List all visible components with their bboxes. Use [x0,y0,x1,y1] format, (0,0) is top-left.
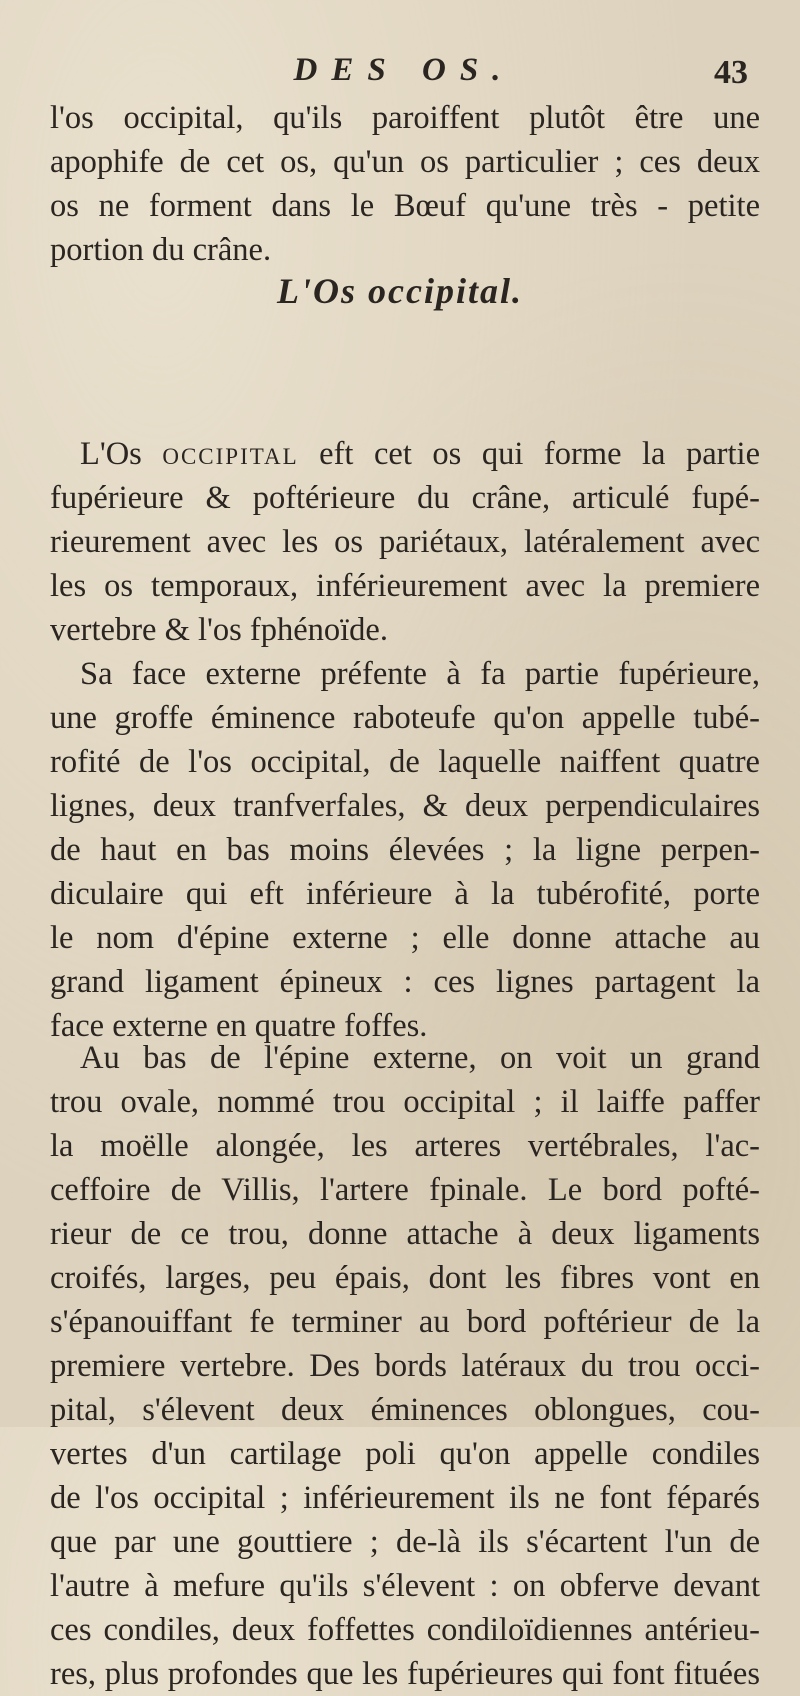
text-line: res, plus profondes que les fupérieures qui font fituées [50,1656,760,1692]
running-title: DES OS. [293,52,515,88]
intro-paragraph [50,96,760,272]
text-line: de l'os occipital ; inférieurement ils ne font féparés [50,1480,760,1516]
text-line: l'os occipital, qu'ils paroiffent plutôt être une [50,100,760,136]
text-line: vertebre & l'os fphénoïde. [50,612,388,648]
text-line: portion du crâne. [50,232,272,268]
paragraph-1 [50,432,760,652]
text-line: croifés, larges, peu épais, dont les fibres vont en [50,1260,760,1296]
text-line: fupérieure & poftérieure du crâne, articulé fupé- [50,480,760,516]
text-line [50,432,760,476]
text-line: rieurement avec les os pariétaux, latéralement avec [50,524,760,560]
text-line: rieur de ce trou, donne attache à deux ligaments [50,1216,760,1252]
text-line: Sa face externe préfente à fa partie fupérieure, [80,656,760,692]
running-head [48,52,760,96]
text-line: vertes d'un cartilage poli qu'on appelle condiles [50,1436,760,1472]
paragraph-lead-caps: occipital [162,436,299,472]
paragraph-lead-rest: eft cet os qui forme la partie [298,436,760,472]
text-line: Au bas de l'épine externe, on voit un grand [80,1040,760,1076]
text-line: s'épanouiffant fe terminer au bord poftérieur de la [50,1304,760,1340]
text-line: lignes, deux tranfverfales, & deux perpendiculaires [50,788,760,824]
text-line: premiere vertebre. Des bords latéraux du trou occi- [50,1348,760,1384]
text-line: que par une gouttiere ; de-là ils s'écartent l'un de [50,1524,760,1560]
text-line: os ne forment dans le Bœuf qu'une très - petite [50,188,760,224]
text-line: rofité de l'os occipital, de laquelle naiffent quatre [50,744,760,780]
text-line: grand ligament épineux : ces lignes partagent la [50,964,760,1000]
text-line: l'autre à mefure qu'ils s'élevent : on obferve devant [50,1568,760,1604]
text-line: ceffoire de Villis, l'artere fpinale. Le bord pofté- [50,1172,760,1208]
text-line: une groffe éminence raboteufe qu'on appelle tubé- [50,700,760,736]
text-line: face externe en quatre foffes. [50,1008,428,1044]
text-line: la moëlle alongée, les arteres vertébrales, l'ac- [50,1128,760,1164]
text-line: trou ovale, nommé trou occipital ; il laiffe paffer [50,1084,760,1120]
section-title: L'Os occipital. [277,271,523,311]
text-line: ces condiles, deux foffettes condiloïdiennes antérieu- [50,1612,760,1648]
paragraph-3 [50,1036,760,1696]
paragraph-2 [50,652,760,1048]
text-line: les os temporaux, inférieurement avec la premiere [50,568,760,604]
page-number: 43 [714,54,748,91]
text-line: de haut en bas moins élevées ; la ligne perpen- [50,832,760,868]
text-line: apophife de cet os, qu'un os particulier ; ces deux [50,144,760,180]
paragraph-lead: L'Os [80,436,163,472]
text-line: pital, s'élevent deux éminences oblongues, cou- [50,1392,760,1428]
text-line: diculaire qui eft inférieure à la tubérofité, porte [50,876,760,912]
text-line: le nom d'épine externe ; elle donne attache au [50,920,760,956]
